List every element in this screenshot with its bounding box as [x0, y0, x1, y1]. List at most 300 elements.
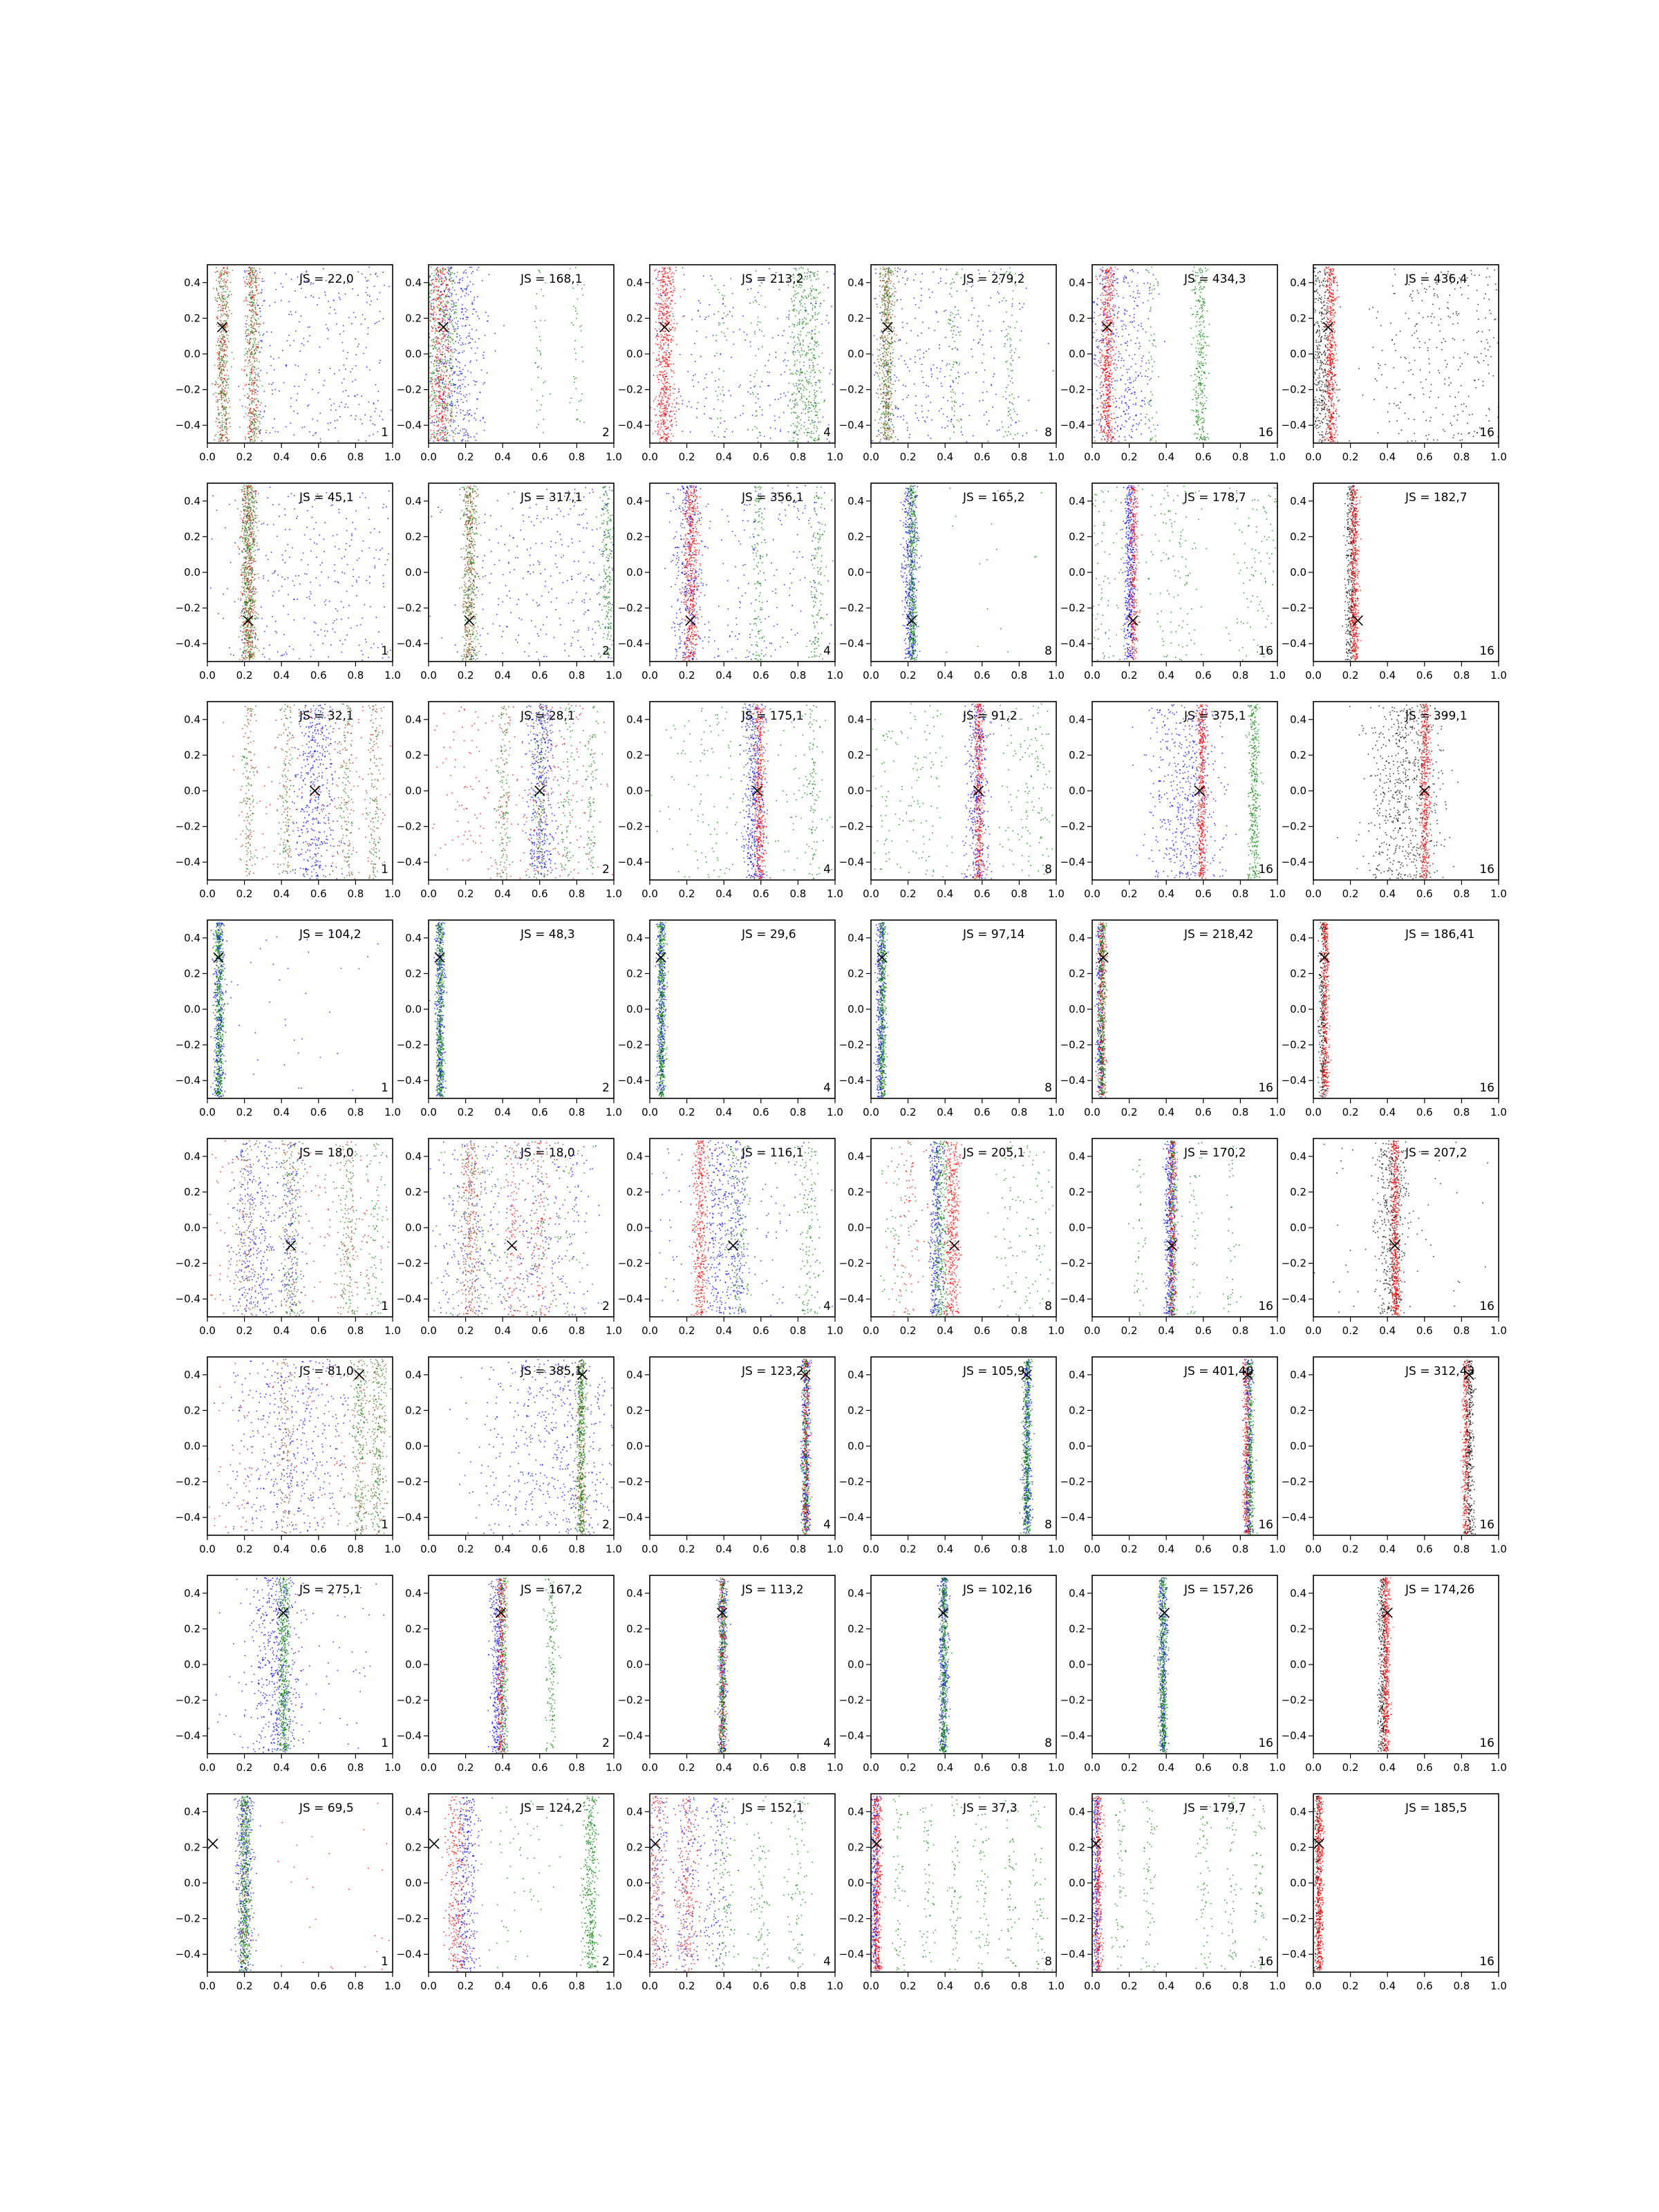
point-blue [295, 364, 297, 366]
point-blue [370, 274, 371, 275]
point-blue [457, 399, 458, 400]
point-blue [357, 272, 359, 273]
y-tick-label: 0.4 [405, 276, 422, 289]
point-red [664, 422, 666, 423]
point-brown [218, 294, 219, 296]
point-green [885, 269, 886, 270]
point-green [256, 274, 258, 275]
point-green [575, 308, 577, 309]
point-brown [218, 298, 220, 299]
point-brown [245, 359, 247, 361]
point-red [660, 434, 662, 435]
point-green [433, 371, 434, 373]
point-blue [462, 277, 463, 279]
point-green [218, 419, 220, 420]
point-green [813, 288, 814, 290]
point-green [794, 354, 795, 355]
point-blue [458, 342, 460, 344]
point-green [954, 341, 955, 342]
point-blue [441, 364, 442, 365]
point-green [576, 388, 577, 390]
point-green [808, 294, 809, 296]
point-green [885, 406, 886, 407]
point-brown [885, 276, 886, 277]
point-brown [883, 359, 884, 360]
point-green [424, 304, 426, 306]
point-red [449, 394, 450, 395]
point-green [1015, 348, 1016, 350]
point-green [794, 440, 795, 442]
point-blue [475, 341, 476, 343]
point-red [438, 319, 439, 320]
point-blue [472, 313, 474, 315]
point-brown [239, 400, 241, 401]
point-red [440, 402, 442, 404]
point-blue [365, 277, 366, 279]
point-green [223, 393, 224, 394]
point-blue [346, 404, 347, 405]
point-red [441, 277, 442, 279]
point-green [253, 303, 254, 304]
point-blue [323, 268, 324, 270]
point-red [434, 341, 435, 343]
point-green [888, 351, 890, 353]
point-red [665, 315, 666, 316]
point-red [442, 406, 444, 407]
point-brown [221, 292, 223, 294]
point-green [724, 312, 725, 314]
point-brown [885, 339, 887, 341]
point-green [807, 409, 809, 411]
point-green [885, 337, 886, 339]
point-blue [453, 420, 454, 421]
point-green [434, 321, 435, 322]
point-green [452, 288, 453, 289]
point-green [814, 438, 816, 440]
point-red [217, 400, 218, 402]
point-red [435, 395, 436, 396]
point-blue [294, 386, 295, 387]
point-green [221, 370, 222, 371]
point-green [815, 384, 816, 386]
point-blue [797, 434, 798, 435]
point-red [256, 290, 257, 292]
point-green [954, 400, 955, 402]
point-brown [888, 406, 889, 407]
point-red [227, 297, 228, 298]
point-brown [886, 348, 888, 350]
point-green [814, 394, 815, 395]
point-red [655, 344, 657, 345]
point-green [450, 380, 451, 382]
point-brown [884, 431, 885, 433]
point-green [455, 384, 456, 386]
point-blue [246, 336, 247, 337]
point-blue [673, 282, 674, 283]
point-blue [658, 366, 659, 367]
point-red [250, 282, 252, 283]
point-red [662, 281, 663, 282]
point-blue [448, 291, 449, 292]
point-red [219, 274, 221, 276]
point-blue [809, 408, 811, 409]
point-brown [251, 288, 252, 289]
point-red [668, 360, 670, 362]
point-blue [775, 399, 776, 400]
point-green [823, 401, 825, 402]
point-green [214, 440, 215, 441]
point-blue [328, 423, 329, 424]
point-green [792, 332, 794, 333]
point-green [219, 376, 221, 377]
point-green [883, 267, 884, 268]
point-blue [465, 431, 467, 433]
point-brown [877, 373, 879, 374]
point-green [752, 392, 753, 393]
point-brown [885, 438, 887, 439]
point-red [249, 310, 250, 311]
point-green [545, 381, 546, 382]
point-green [450, 309, 451, 310]
point-green [220, 287, 221, 288]
point-green [892, 301, 893, 302]
point-green [756, 397, 757, 398]
point-green [222, 360, 223, 362]
point-blue [285, 364, 287, 366]
point-green [885, 393, 887, 394]
point-red [447, 290, 449, 291]
point-brown [216, 280, 217, 281]
point-green [456, 312, 457, 314]
point-blue [462, 342, 464, 344]
point-green [1003, 396, 1004, 397]
y-tick-label: 0.0 [626, 348, 643, 360]
point-red [673, 323, 675, 324]
point-red [222, 440, 223, 442]
point-green [216, 288, 218, 289]
point-blue [274, 418, 275, 420]
point-green [802, 328, 803, 329]
point-brown [884, 303, 885, 304]
point-brown [254, 355, 255, 356]
point-brown [226, 384, 227, 386]
point-green [798, 312, 800, 313]
point-red [666, 408, 668, 409]
point-blue [451, 267, 453, 268]
point-blue [460, 379, 462, 381]
point-red [259, 376, 260, 377]
point-green [797, 422, 798, 423]
point-green [756, 370, 758, 371]
point-blue [474, 309, 476, 310]
point-green [792, 310, 794, 311]
point-brown [887, 290, 888, 291]
point-green [883, 278, 884, 279]
point-blue [456, 393, 458, 394]
point-green [250, 374, 252, 375]
point-red [435, 314, 437, 315]
point-green [886, 407, 888, 409]
point-blue [671, 426, 673, 427]
point-red [249, 359, 250, 361]
point-green [453, 439, 454, 440]
point-brown [877, 435, 878, 437]
point-green [887, 366, 888, 367]
point-green [806, 405, 807, 406]
point-green [226, 429, 227, 431]
point-red [434, 438, 435, 439]
point-red [218, 357, 219, 359]
point-green [252, 315, 254, 317]
point-red [217, 426, 218, 427]
point-blue [454, 313, 456, 315]
point-blue [747, 334, 748, 335]
point-red [246, 300, 247, 301]
point-red [664, 406, 665, 407]
point-blue [447, 348, 449, 350]
point-red [247, 315, 248, 317]
point-brown [259, 278, 260, 279]
point-red [247, 433, 249, 435]
point-red [674, 319, 675, 321]
point-green [953, 326, 954, 327]
point-green [812, 385, 813, 386]
point-green [892, 271, 894, 272]
point-green [887, 427, 888, 428]
point-brown [889, 310, 890, 311]
point-green [450, 367, 451, 368]
point-blue [462, 308, 463, 310]
point-green [961, 427, 962, 429]
point-blue [379, 415, 380, 417]
point-blue [845, 432, 847, 433]
point-red [443, 337, 444, 339]
point-green [433, 339, 434, 341]
point-red [249, 294, 250, 295]
point-blue [263, 333, 265, 335]
point-green [806, 389, 807, 391]
point-green [1018, 420, 1020, 422]
point-brown [886, 300, 888, 301]
point-blue [674, 413, 675, 415]
point-brown [888, 439, 890, 440]
point-red [658, 431, 659, 433]
point-green [807, 435, 808, 436]
point-green [250, 372, 251, 373]
point-blue [270, 345, 271, 346]
point-green [1020, 340, 1021, 341]
point-green [431, 394, 433, 395]
point-blue [474, 380, 475, 382]
point-red [662, 414, 663, 415]
point-red [440, 301, 442, 303]
point-green [438, 380, 440, 382]
point-green [818, 293, 819, 294]
point-green [447, 397, 449, 398]
point-blue [456, 309, 457, 310]
point-green [575, 353, 577, 354]
point-green [818, 438, 819, 439]
point-green [571, 397, 572, 399]
point-blue [382, 272, 384, 273]
point-red [443, 409, 444, 410]
point-red [659, 297, 661, 299]
point-blue [720, 353, 722, 355]
point-blue [464, 418, 465, 420]
point-brown [256, 348, 257, 349]
point-blue [450, 415, 451, 416]
point-green [434, 346, 435, 347]
point-red [673, 393, 674, 394]
point-brown [885, 297, 887, 298]
point-green [427, 440, 428, 441]
point-red [671, 424, 673, 425]
point-red [668, 339, 669, 341]
point-blue [451, 306, 453, 308]
point-green [452, 356, 453, 357]
point-green [810, 372, 812, 373]
point-red [667, 361, 668, 362]
point-green [255, 353, 256, 354]
point-green [890, 380, 891, 382]
point-green [443, 430, 444, 431]
point-green [449, 274, 450, 275]
point-brown [888, 382, 889, 383]
point-blue [679, 391, 680, 393]
point-blue [462, 326, 463, 327]
point-green [431, 267, 432, 268]
point-green [452, 340, 453, 341]
point-green [453, 339, 454, 340]
point-green [452, 333, 453, 335]
point-red [658, 322, 659, 324]
point-green [891, 379, 892, 380]
point-red [658, 344, 659, 346]
point-blue [375, 384, 377, 386]
point-green [887, 428, 888, 429]
point-blue [438, 365, 440, 366]
point-green [250, 441, 251, 442]
point-blue [333, 300, 335, 301]
point-green [438, 408, 440, 409]
point-blue [468, 285, 469, 286]
point-green [225, 395, 226, 396]
point-brown [225, 388, 226, 389]
point-red [658, 316, 659, 317]
point-green [820, 372, 821, 373]
point-green [800, 420, 801, 421]
point-green [538, 270, 540, 272]
point-red [668, 356, 670, 357]
point-red [219, 438, 221, 440]
point-green [807, 279, 808, 280]
point-brown [888, 414, 889, 415]
point-red [219, 304, 221, 306]
point-blue [864, 308, 865, 310]
subplot-r1-c4 [825, 265, 1065, 463]
point-blue [462, 291, 464, 292]
point-green [243, 277, 245, 279]
point-red [671, 371, 673, 372]
point-green [950, 320, 952, 321]
point-green [816, 405, 817, 406]
point-red [430, 395, 431, 397]
point-red [661, 371, 662, 373]
point-brown [247, 366, 249, 367]
point-green [792, 400, 794, 402]
point-green [952, 409, 953, 411]
point-red [660, 415, 662, 416]
point-green [222, 344, 223, 346]
point-green [258, 344, 259, 345]
point-blue [306, 270, 308, 272]
point-red [664, 380, 666, 382]
js-annotation: JS = 22,0 [299, 272, 354, 286]
point-green [883, 412, 884, 413]
point-green [451, 359, 453, 361]
point-blue [271, 384, 272, 385]
point-red [444, 306, 446, 308]
point-green [433, 345, 434, 346]
point-red [227, 289, 228, 290]
point-brown [891, 326, 892, 328]
point-red [221, 429, 223, 431]
point-brown [256, 322, 257, 324]
point-blue [456, 359, 457, 361]
point-green [883, 381, 885, 382]
point-blue [350, 371, 351, 373]
point-green [258, 318, 259, 319]
point-red [254, 295, 256, 297]
point-green [221, 399, 223, 400]
point-red [657, 276, 659, 278]
point-green [437, 294, 438, 295]
point-blue [462, 304, 463, 306]
point-green [222, 427, 223, 429]
point-green [426, 294, 427, 295]
point-brown [885, 379, 887, 381]
point-blue [341, 402, 342, 403]
point-brown [888, 290, 889, 292]
y-tick-label: 0.2 [184, 312, 200, 324]
point-green [719, 368, 720, 370]
point-blue [431, 285, 432, 286]
point-brown [254, 268, 255, 269]
point-green [757, 438, 758, 439]
point-green [221, 392, 223, 393]
scatter-points [405, 267, 585, 442]
point-red [440, 284, 442, 285]
point-green [249, 378, 250, 379]
point-red [225, 344, 227, 346]
point-red [225, 272, 227, 273]
point-red [254, 276, 256, 278]
point-green [888, 425, 890, 427]
point-green [800, 373, 801, 374]
point-blue [378, 391, 379, 392]
point-blue [373, 434, 374, 435]
point-red [668, 383, 670, 384]
point-red [675, 418, 676, 420]
point-green [798, 292, 799, 294]
point-red [667, 316, 668, 317]
point-green [818, 380, 820, 382]
point-blue [446, 427, 447, 429]
point-red [668, 340, 669, 341]
point-green [816, 297, 818, 299]
point-red [659, 364, 661, 366]
point-blue [287, 340, 288, 341]
